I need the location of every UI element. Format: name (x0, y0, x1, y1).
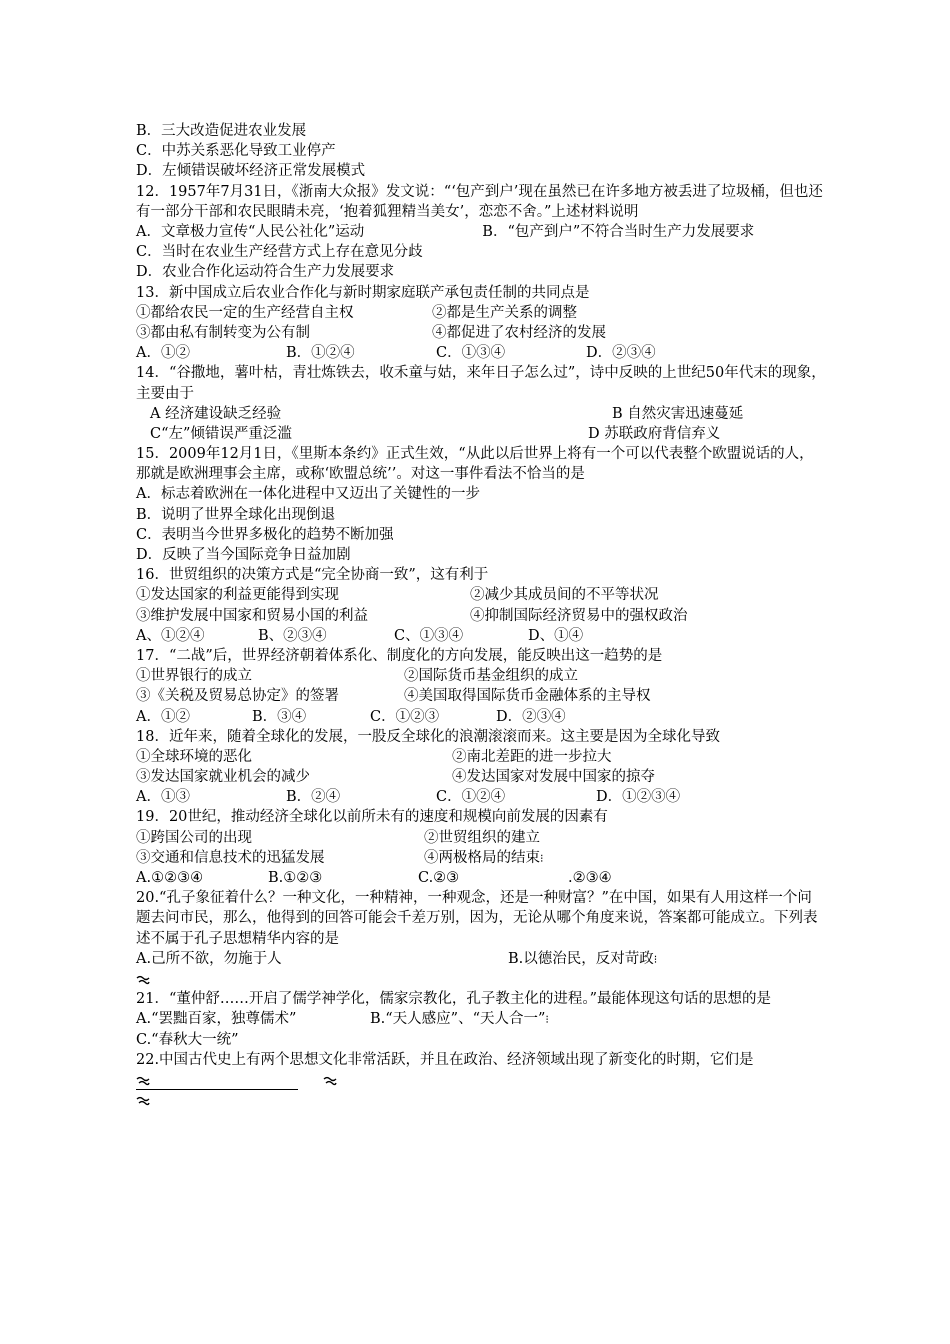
q17-option-d: D．②③④ (496, 708, 566, 725)
q13-statement-3: ③都由私有制转变为公有制 (136, 324, 310, 341)
q18-option-a: A．①③ (136, 789, 190, 806)
q19-option-c: C.②③ (418, 870, 460, 887)
q13-option-d: D．②③④ (586, 345, 656, 362)
anchor-dots-icon: ⁝ (653, 952, 658, 966)
q13-statement-4: ④都促进了农村经济的发展 (432, 324, 606, 341)
q19-option-a: A.①②③④ (136, 870, 204, 887)
anchor-mark-icon (323, 1076, 337, 1086)
q17-statement-4: ④美国取得国际货币金融体系的主导权 (404, 688, 651, 705)
q18-options (136, 787, 826, 807)
q21-option-b: B.“天人感应”、“天人合一”⁝ (370, 1011, 549, 1028)
anchor-mark-icon (136, 1096, 150, 1106)
q12-stem: 12．1957年7月31日，《浙南大众报》发文说：“‘包产到户’现在虽然已在许多地方被丢进了垃圾桶，但也还有一部分干部和农民眼睛未亮，‘抱着狐狸精当美女’，恋恋不舍。”上述材料说明 (136, 183, 823, 220)
q18-statement-1: ①全球环境的恶化 (136, 748, 252, 765)
q18-stem: 18．近年来，随着全球化的发展，一股反全球化的浪潮滚滚而来。这主要是因为全球化导致 (136, 728, 720, 745)
anchor-dots-icon: ⁝ (540, 851, 544, 865)
q13-statement-2: ②都是生产关系的调整 (432, 304, 577, 321)
q16-option-d: D、①④ (528, 627, 584, 644)
q15-option-b: B．说明了世界全球化出现倒退 (136, 506, 336, 523)
q17-option-a: A．①② (136, 708, 190, 725)
q16-statement-1: ①发达国家的利益更能得到实现 (136, 587, 339, 604)
q13-statements-2 (136, 323, 826, 343)
q18-statement-4: ④发达国家对发展中国家的掠夺 (452, 769, 655, 786)
q17-statement-2: ②国际货币基金组织的成立 (404, 668, 578, 685)
anchor-mark-icon (136, 975, 150, 985)
q17-options (136, 707, 826, 727)
q12-option-c: C．当时在农业生产经营方式上存在意见分歧 (136, 244, 423, 261)
q14-option-a: A 经济建设缺乏经验 (150, 405, 282, 422)
q11-option-c: C．中苏关系恶化导致工业停产 (136, 143, 336, 160)
q16-statement-2: ②减少其成员间的不平等状况 (470, 587, 659, 604)
q16-statement-3: ③维护发展中国家和贸易小国的利益 (136, 607, 368, 624)
q20-anchor-row (136, 969, 826, 989)
q19-option-d: .②③④ (568, 870, 612, 887)
q12-options-ab (136, 222, 826, 242)
q19-option-b: B.①②③ (268, 870, 323, 887)
q14-stem: 14．“谷撒地，薯叶枯，青壮炼铁去，收禾童与姑，来年日子怎么过”，诗中反映的上世纪50年代末的现象，主要由于 (136, 365, 826, 402)
q11-option-d: D．左倾错误破坏经济正常发展模式 (136, 163, 366, 180)
q19-statement-2: ②世贸组织的建立 (424, 829, 540, 846)
q16-option-c: C、①③④ (394, 627, 464, 644)
q19-statements-1 (136, 828, 826, 848)
q13-statements-1 (136, 303, 826, 323)
q11-option-b: B．三大改造促进农业发展 (136, 123, 307, 139)
q15-option-c: C．表明当今世界多极化的趋势不断加强 (136, 526, 394, 543)
q16-statement-4: ④抑制国际经济贸易中的强权政治 (470, 607, 688, 624)
q12-option-a: A．文章极力宣传“人民公社化”运动 (136, 223, 365, 240)
document-body (136, 121, 826, 1110)
q16-options (136, 626, 826, 646)
q22-stem: 22.中国古代史上有两个思想文化非常活跃，并且在政治、经济领域出现了新变化的时期，它们是 (136, 1051, 754, 1068)
q13-options (136, 343, 826, 363)
q17-statements-1 (136, 666, 826, 686)
q14-option-d: D 苏联政府背信弃义 (588, 425, 721, 442)
q13-option-c: C．①③④ (436, 345, 506, 362)
q16-option-b: B、②③④ (258, 627, 327, 644)
q18-statement-3: ③发达国家就业机会的减少 (136, 769, 310, 786)
anchor-mark-icon (136, 1076, 150, 1086)
q22-anchor-row-2 (136, 1090, 826, 1110)
q13-statement-1: ①都给农民一定的生产经营自主权 (136, 304, 354, 321)
q19-options (136, 868, 826, 888)
q21-option-c: C.“春秋大一统” (136, 1031, 239, 1048)
q17-statement-3: ③《关税及贸易总协定》的签署 (136, 688, 339, 705)
q16-stem: 16．世贸组织的决策方式是“完全协商一致”，这有利于 (136, 567, 489, 584)
q18-option-c: C．①②④ (436, 789, 506, 806)
q17-stem: 17．“二战”后，世界经济朝着体系化、制度化的方向发展，能反映出这一趋势的是 (136, 647, 663, 664)
q13-option-a: A．①② (136, 345, 190, 362)
q17-statement-1: ①世界银行的成立 (136, 668, 252, 685)
q14-options-ab (136, 404, 826, 424)
q19-statement-1: ①跨国公司的出现 (136, 829, 252, 846)
q19-statement-3: ③交通和信息技术的迅猛发展 (136, 849, 325, 866)
q21-stem: 21．“董仲舒……开启了儒学神学化，儒家宗教化，孔子教主化的进程。”最能体现这句话的思想的是 (136, 991, 772, 1008)
q21-options-ab (136, 1009, 826, 1029)
q20-stem: 20.“孔子象征着什么？一种文化，一种精神，一种观念，还是一种财富？”在中国，如果有人用这样一个问题去问市民，那么，他得到的回答可能会千差万别，因为，无论从哪个角度来说，答案都可能成立。下列表述不属于孔子思想精华内容的是 (136, 890, 818, 947)
q16-statements-2 (136, 606, 826, 626)
q19-stem: 19．20世纪，推动经济全球化以前所未有的速度和规模向前发展的因素有 (136, 809, 608, 826)
q14-option-b: B 自然灾害迅速蔓延 (612, 405, 744, 422)
q17-statements-2 (136, 686, 826, 706)
q22-anchor-row-1 (136, 1070, 826, 1090)
q20-option-a: A.己所不欲，勿施于人 (136, 950, 282, 967)
q12-option-b: B．“包产到户”不符合当时生产力发展要求 (482, 223, 755, 240)
q13-option-b: B．①②④ (286, 345, 355, 362)
q16-statements-1 (136, 585, 826, 605)
q15-option-a: A．标志着欧洲在一体化进程中又迈出了关键性的一步 (136, 486, 480, 503)
q19-statement-4: ④两极格局的结束⁝ (424, 849, 544, 866)
q13-stem: 13．新中国成立后农业合作化与新时期家庭联产承包责任制的共同点是 (136, 284, 590, 301)
q18-option-d: D．①②③④ (596, 789, 681, 806)
q20-option-b: B.以德治民，反对苛政⁝ (508, 950, 658, 967)
q12-option-d: D．农业合作化运动符合生产力发展要求 (136, 264, 395, 281)
anchor-dots-icon: ⁝ (545, 1013, 549, 1027)
q19-statements-2 (136, 848, 826, 868)
q16-option-a: A、①②④ (136, 627, 205, 644)
q14-option-c: C“左”倾错误严重泛滥 (150, 425, 292, 442)
q21-option-a: A.“罢黜百家，独尊儒术” (136, 1011, 297, 1028)
q18-statements-2 (136, 767, 826, 787)
q15-stem: 15．2009年12月1日，《里斯本条约》正式生效，“从此以后世界上将有一个可以代表整个欧盟说话的人，那就是欧洲理事会主席，或称‘欧盟总统’’。对这一事件看法不恰当的是 (136, 446, 814, 483)
q14-options-cd (136, 424, 826, 444)
q18-option-b: B．②④ (286, 789, 341, 806)
q17-option-b: B．③④ (252, 708, 307, 725)
q17-option-c: C．①②③ (370, 708, 440, 725)
q18-statements-1 (136, 747, 826, 767)
q18-statement-2: ②南北差距的进一步拉大 (452, 748, 612, 765)
q20-options (136, 949, 826, 969)
q15-option-d: D．反映了当今国际竞争日益加剧 (136, 547, 351, 564)
